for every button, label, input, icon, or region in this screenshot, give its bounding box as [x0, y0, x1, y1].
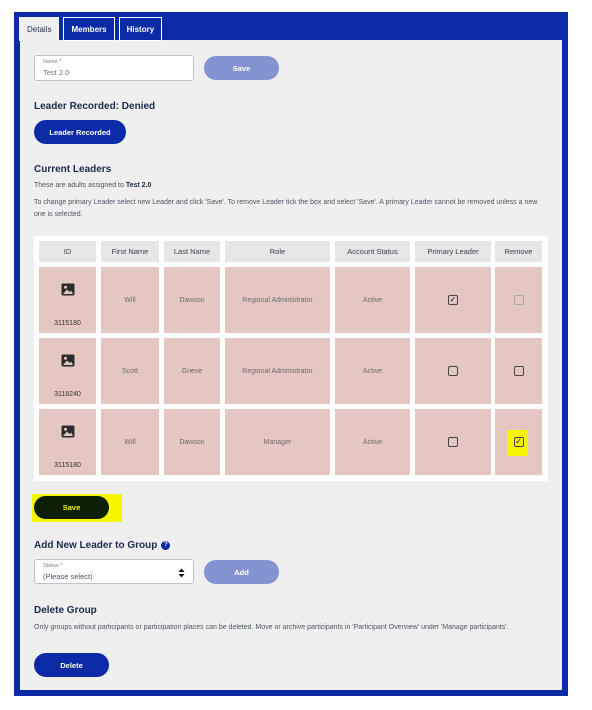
table-row-1-status: Active: [335, 267, 410, 333]
table-row-3-last-name: Dawson: [164, 409, 220, 475]
assigned-prefix: These are adults assigned to: [34, 182, 124, 189]
tab-history[interactable]: History: [119, 17, 163, 41]
group-name: Test 2.0: [125, 182, 152, 189]
leader-recorded-button[interactable]: Leader Recorded: [34, 120, 126, 144]
primary-leader-checkbox[interactable]: [448, 437, 458, 447]
delete-group-text: Only groups without participants or participation places can be deleted. Move or archive participants in 'Participant Overview' under 'Manage participants'.: [34, 624, 509, 631]
table-row-1-first-name: Will: [101, 267, 159, 333]
add-leader-heading: [34, 540, 170, 551]
remove-checkbox[interactable]: [514, 295, 524, 305]
leader-recorded-heading: Leader Recorded: Denied: [34, 101, 156, 112]
col-header-primary-leader: Primary Leader: [415, 241, 491, 262]
tab-members[interactable]: Members: [63, 17, 114, 41]
leaders-table: [34, 236, 548, 481]
primary-leader-checkbox[interactable]: ✓: [449, 295, 457, 304]
save-name-button[interactable]: Save: [204, 56, 279, 80]
table-row-2-last-name: Grieve: [164, 338, 220, 404]
leader-id: 3115180: [54, 462, 81, 469]
table-row-1-role: Regional Administrator: [225, 267, 330, 333]
col-header-role: Role: [225, 241, 330, 262]
table-row-3-first-name: Will: [101, 409, 159, 475]
tab-bar: [19, 17, 162, 41]
leader-id: 3115180: [54, 320, 81, 327]
tab-details[interactable]: Details: [19, 17, 59, 41]
col-header-last-name: Last Name: [164, 241, 220, 262]
add-leader-button[interactable]: Add: [204, 560, 279, 584]
status-select[interactable]: [34, 559, 194, 584]
table-row-2-remove: [495, 338, 542, 404]
table-row-1-last-name: Dawson: [164, 267, 220, 333]
help-icon[interactable]: ?: [161, 541, 170, 550]
image-icon: [61, 283, 75, 296]
table-row-2-primary: [415, 338, 491, 404]
table-row-3-remove: [495, 409, 542, 475]
table-row-2-id: [39, 338, 96, 404]
add-leader-title: Add New Leader to Group: [34, 540, 158, 551]
table-row-1-id: [39, 267, 96, 333]
image-icon: [61, 425, 75, 438]
table-row-3-role: Manager: [225, 409, 330, 475]
remove-checkbox[interactable]: [514, 366, 524, 376]
table-row-2-status: Active: [335, 338, 410, 404]
table-row-3-primary: [415, 409, 491, 475]
remove-checkbox[interactable]: ✓: [515, 437, 522, 446]
col-header-account-status: Account Status: [335, 241, 410, 262]
leader-id: 3118240: [54, 391, 81, 398]
name-field-label: Name *: [43, 59, 62, 65]
delete-group-button[interactable]: Delete: [34, 653, 109, 677]
col-header-remove: Remove: [495, 241, 542, 262]
table-row-2-role: Regional Administrator: [225, 338, 330, 404]
table-row-3-status: Active: [335, 409, 410, 475]
image-icon: [61, 354, 75, 367]
primary-leader-checkbox[interactable]: [448, 366, 458, 376]
table-row-3-id: [39, 409, 96, 475]
table-row-2-first-name: Scott: [101, 338, 159, 404]
leader-instructions: To change primary Leader select new Leader and click 'Save'. To remove Leader tick the box and select 'Save'. A primary Leader cannot be removed unless a new one is selected.: [34, 199, 538, 218]
name-field[interactable]: [34, 55, 194, 81]
col-header-first-name: First Name: [101, 241, 159, 262]
save-leaders-button[interactable]: Save: [34, 496, 109, 519]
table-row-1-remove: [495, 267, 542, 333]
delete-group-heading: Delete Group: [34, 605, 97, 616]
current-leaders-heading: Current Leaders: [34, 164, 112, 175]
col-header-id: ID: [39, 241, 96, 262]
name-field-value: Test 2.0: [43, 68, 70, 77]
status-select-label: Status *: [43, 563, 63, 569]
assigned-adults-text: [34, 180, 534, 192]
status-select-value: (Please select): [43, 572, 93, 581]
sort-arrows-icon: [178, 568, 185, 578]
table-row-1-primary: [415, 267, 491, 333]
